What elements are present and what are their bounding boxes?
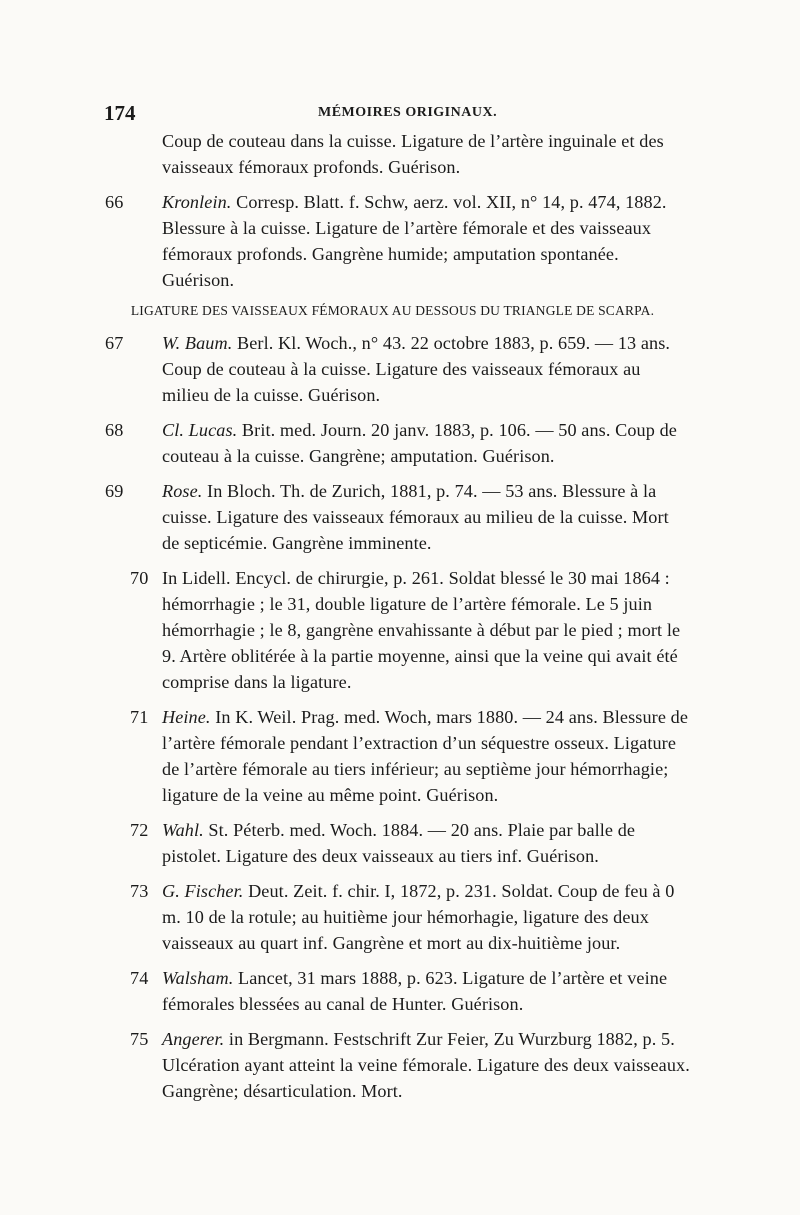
entry-author: Wahl.: [162, 820, 204, 840]
entry-number: 72: [130, 820, 149, 840]
lead-paragraph: Coup de couteau dans la cuisse. Ligature de l’artère inguinale et des vaisseaux fémoraux profonds. Guérison.: [162, 131, 664, 177]
bibliography-entry: [105, 417, 690, 469]
entry-text: In Bloch. Th. de Zurich, 1881, p. 74. — 53 ans. Blessure à la cuisse. Ligature des vaisseaux fémoraux au milieu de la cuisse. Mort de septicémie. Gangrène imminente.: [162, 481, 669, 553]
entry-text: In K. Weil. Prag. med. Woch, mars 1880. — 24 ans. Blessure de l’artère fémorale pendant l’extraction d’un séquestre osseux. Ligature de l’artère fémorale au tiers inférieur; au septième jour hémorrhagie; ligature de la veine au même point. Guérison.: [162, 707, 688, 805]
bibliography-entry: [105, 565, 690, 695]
entry-author: Kronlein.: [162, 192, 232, 212]
bibliography-entry: [105, 478, 690, 556]
page-body: [105, 128, 690, 1113]
entry-text: In Lidell. Encycl. de chirurgie, p. 261. Soldat blessé le 30 mai 1864 : hémorrhagie ; le 31, double ligature de l’artère fémorale. Le 5 juin hémorrhagie ; le 8, gangrène envahissante à début par le pied ; mort le 9. Artère oblitérée à la partie moyenne, ainsi que la veine qui avait été comprise dans la ligature.: [162, 568, 681, 692]
entry-author: Cl. Lucas.: [162, 420, 238, 440]
entry-number: 75: [130, 1029, 149, 1049]
entries-before-list: [105, 189, 690, 293]
entry-author: Rose.: [162, 481, 203, 501]
bibliography-entry: [105, 1026, 690, 1104]
entry-text: Brit. med. Journ. 20 janv. 1883, p. 106. — 50 ans. Coup de couteau à la cuisse. Gangrène; amputation. Guérison.: [162, 420, 677, 466]
page-header: [104, 101, 684, 125]
entry-text: Corresp. Blatt. f. Schw, aerz. vol. XII, n° 14, p. 474, 1882. Blessure à la cuisse. Ligature de l’artère fémorale et des vaisseaux fémoraux profonds. Gangrène humide; amputation spontanée. Guérison.: [162, 192, 667, 290]
entry-text: St. Péterb. med. Woch. 1884. — 20 ans. Plaie par balle de pistolet. Ligature des deux vaisseaux au tiers inf. Guérison.: [162, 820, 636, 866]
bibliography-entry: [105, 965, 690, 1017]
entry-number: 71: [130, 707, 149, 727]
running-title: MÉMOIRES ORIGINAUX.: [318, 105, 498, 120]
entry-text: Berl. Kl. Woch., n° 43. 22 octobre 1883, p. 659. — 13 ans. Coup de couteau à la cuisse. Ligature des vaisseaux fémoraux au milieu de la cuisse. Guérison.: [162, 333, 671, 405]
entry-number: 67: [105, 333, 124, 353]
entry-number: 73: [130, 881, 149, 901]
bibliography-entry: [105, 878, 690, 956]
entry-text: Lancet, 31 mars 1888, p. 623. Ligature de l’artère et veine fémorales blessées au canal de Hunter. Guérison.: [162, 968, 668, 1014]
entry-author: Walsham.: [162, 968, 234, 988]
entry-number: 74: [130, 968, 149, 988]
entry-number: 70: [130, 568, 149, 588]
entry-text: Deut. Zeit. f. chir. I, 1872, p. 231. Soldat. Coup de feu à 0 m. 10 de la rotule; au huitième jour hémorhagie, ligature des deux vaisseaux au quart inf. Gangrène et mort au dix-huitième jour.: [162, 881, 675, 953]
entry-number: 66: [105, 192, 124, 212]
entry-number: 69: [105, 481, 124, 501]
section-heading: LIGATURE DES VAISSEAUX FÉMORAUX AU DESSOUS DU TRIANGLE DE SCARPA.: [130, 303, 655, 318]
bibliography-entry: [105, 817, 690, 869]
entry-author: G. Fischer.: [162, 881, 244, 901]
entry-author: Angerer.: [162, 1029, 225, 1049]
entry-number: 68: [105, 420, 124, 440]
bibliography-entry: [105, 704, 690, 808]
entry-author: Heine.: [162, 707, 211, 727]
entry-author: W. Baum.: [162, 333, 233, 353]
entries-after-list: [105, 330, 690, 1104]
bibliography-entry: [105, 330, 690, 408]
page-number: 174: [104, 101, 136, 125]
bibliography-entry: [105, 189, 690, 293]
entry-text: in Bergmann. Festschrift Zur Feier, Zu Wurzburg 1882, p. 5. Ulcération ayant atteint la veine fémorale. Ligature des deux vaisseaux. Gangrène; désarticulation. Mort.: [162, 1029, 690, 1101]
